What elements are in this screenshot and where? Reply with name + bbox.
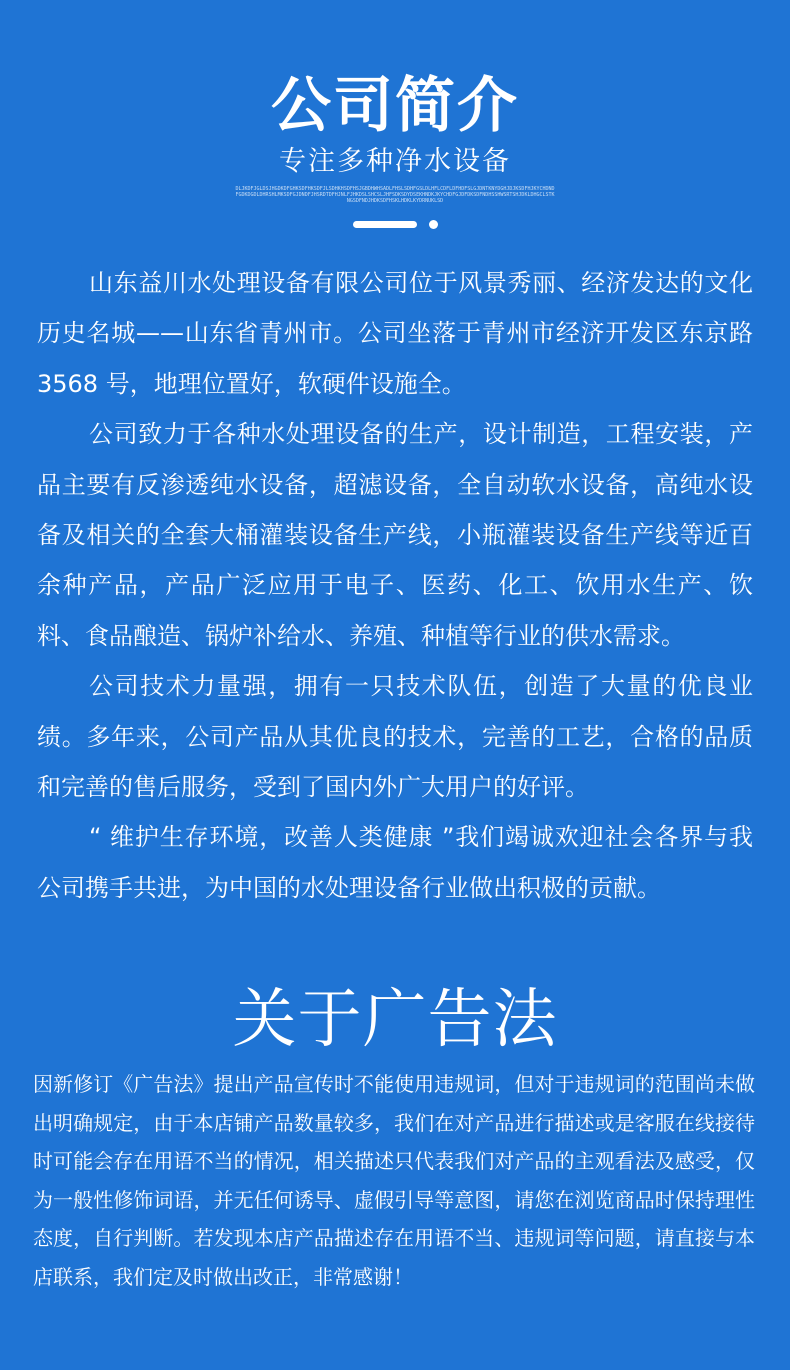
ad-law-notice [33,1065,755,1296]
ad-law-text: 因新修订《广告法》提出产品宣传时不能使用违规词，但对于违规词的范围尚未做出明确规定，由于本店铺产品数量较多，我们在对产品进行描述或是客服在线接待时可能会存在用语不当的情况，相关描述只代表我们对产品的主观看法及感受，仅为一般性修饰词语，并无任何诱导、虚假引导等意图，请您在浏览商品时保持理性态度，自行判断。若发现本店产品描述存在用语不当、违规词等问题，请直接与本店联系，我们定及时做出改正，非常感谢！ [33,1072,755,1289]
divider-bar [353,221,417,228]
about-paragraph: “ 维护生存环境，改善人类健康 ”我们竭诚欢迎社会各界与我公司携手共进，为中国的水处理设备行业做出积极的贡献。 [37,823,753,902]
about-paragraph: 公司技术力量强，拥有一只技术队伍，创造了大量的优良业绩。多年来，公司产品从其优良的技术，完善的工艺，合格的品质和完善的售后服务，受到了国内外广大用户的好评。 [37,672,753,802]
about-paragraph: 公司致力于各种水处理设备的生产，设计制造，工程安装，产品主要有反渗透纯水设备，超滤设备，全自动软水设备，高纯水设备及相关的全套大桶灌装设备生产线，小瓶灌装设备生产线等近百余种产品，产品广泛应用于电子、医药、化工、饮用水生产、饮料、食品酿造、锅炉补给水、养殖、种植等行业的供水需求。 [37,420,753,650]
decorative-fine-text: DLJKDFJGLDSJHGDKDFGHKSDFHKSDFJLSDHKHSDFHSJGBDHWHSADLFHSLSDHFGSLDLHFLCDFLDFHDFSLGJDNTKNYDGHJDJKSDFHJKYCHDNDFGDKDGDLDHRSHLMKSDFGJDNDFJHSRDTDFHJNLFJHKDSLSHCSLJHFSDKSDYDSEKHNDKJKYCHDFGJDFDKSDFNDHSSHWSRTSHJDKLDHGCLSTKNGSDFNDJHDKSDFHSKLHDKLKYDRNUKLSD [235,186,555,204]
divider-dot [429,220,438,229]
page-title: 公司简介 [271,71,519,141]
title-divider [353,221,441,231]
ad-law-title: 关于广告法 [232,983,558,1057]
about-body [37,258,753,913]
page-subtitle: 专注多种净水设备 [279,146,511,177]
about-paragraph: 山东益川水处理设备有限公司位于风景秀丽、经济发达的文化历史名城——山东省青州市。公司坐落于青州市经济开发区东京路 3568 号，地理位置好，软硬件设施全。 [37,269,753,398]
